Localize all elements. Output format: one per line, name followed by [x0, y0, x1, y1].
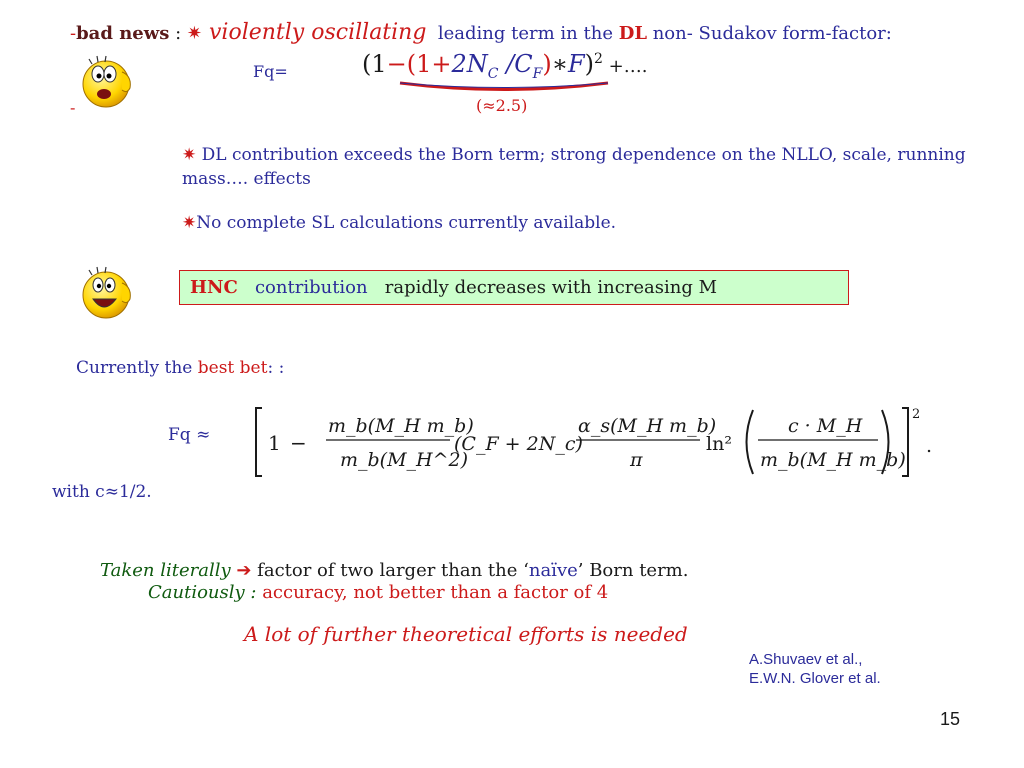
fq-label: Fq= [253, 62, 288, 81]
formula-fq [362, 50, 647, 82]
f1-F-sub: F [532, 65, 543, 82]
violently-text: violently oscillating [202, 20, 427, 45]
page-number: 15 [940, 709, 961, 729]
headline-rest: non- Sudakov form-factor: [652, 23, 892, 44]
with-c-note: with c≈1/2. [52, 482, 152, 502]
f2-num1: m_b(M_H m_b) [328, 415, 474, 437]
currently-suffix: : : [267, 358, 285, 378]
bullet-no-sl [182, 213, 616, 233]
reference-item: E.W.N. Glover et al. [749, 670, 881, 687]
naive-word: naïve [528, 560, 578, 581]
leading-text: leading term in the [437, 23, 613, 44]
f2-dot: . [926, 435, 933, 457]
star-bullet-icon: ✷ [186, 23, 202, 44]
references [749, 650, 881, 688]
best-bet: best bet [197, 358, 268, 378]
f1-exp: 2 [594, 51, 603, 67]
taken-text1: factor of two larger than the ‘ [251, 560, 529, 581]
f1-minus: − [386, 50, 407, 78]
fq-approx-label: Fq ≈ [168, 425, 211, 445]
arrow-right-icon: ➔ [236, 560, 252, 581]
headline-colon: : [169, 23, 182, 44]
bad-news-label: bad news [76, 23, 170, 44]
f2-ln: ln² [706, 433, 732, 455]
bullet-text: DL contribution exceeds the Born term; strong dependence on the NLLO, scale, running mass…. effects [182, 145, 966, 189]
approx-value: (≈2.5) [476, 96, 528, 115]
f1-slash: / [498, 50, 515, 78]
hnc-contribution: contribution [254, 277, 368, 298]
headline [70, 20, 892, 45]
f2-num3: c · M_H [788, 415, 863, 437]
f1-two: 2 [451, 50, 467, 78]
f2-den3: m_b(M_H m_b) [760, 449, 906, 471]
star-bullet-icon: ✷ [182, 213, 197, 233]
f1-times: ∗ [551, 50, 568, 78]
conclusion-line: A lot of further theoretical efforts is needed [244, 622, 688, 646]
f1-N: N [466, 50, 488, 78]
currently-line [76, 358, 284, 378]
cautiously-text: accuracy, not better than a factor of 4 [256, 582, 609, 603]
f1-open: (1 [362, 50, 387, 78]
f1-tail: +…. [602, 56, 648, 77]
f1-inner-close: ) [542, 50, 552, 78]
bullet-text: No complete SL calculations currently available. [196, 213, 617, 233]
laughing-smiley-icon [78, 263, 138, 327]
red-underbrace [398, 80, 610, 94]
cautiously-lead: Cautiously : [148, 582, 257, 603]
f2-den1: m_b(M_H^2) [340, 449, 469, 471]
talking-smiley-icon [78, 52, 138, 116]
f2-num2: α_s(M_H m_b) [578, 415, 717, 437]
f1-C-sub: C [487, 65, 499, 82]
bullet-dl-contribution [182, 143, 1002, 191]
cautiously-line [148, 582, 608, 603]
star-bullet-icon: ✷ [182, 145, 197, 165]
dash-marker: - [70, 98, 76, 117]
f1-inner-open: (1+ [406, 50, 452, 78]
reference-item: A.Shuvaev et al., [749, 651, 863, 668]
hnc-label: HNC [190, 277, 238, 298]
taken-text2: ’ Born term. [577, 560, 689, 581]
currently-prefix: Currently the [76, 358, 198, 378]
headline-dash: - [70, 23, 77, 44]
f2-exp: 2 [912, 407, 921, 422]
f2-den2: π [630, 449, 643, 471]
formula-best-bet [248, 404, 938, 480]
dl-label: DL [618, 23, 647, 44]
f2-minus: − [290, 431, 307, 455]
hnc-rest: rapidly decreases with increasing M [384, 277, 718, 298]
taken-lead: Taken literally [100, 560, 237, 581]
f1-close: ) [584, 50, 595, 78]
f2-cf: (C_F + 2N_c) [454, 433, 583, 455]
taken-literally-line [100, 560, 688, 581]
hnc-highlight-box [179, 270, 849, 305]
f2-one: 1 [268, 431, 281, 455]
f1-C: C [514, 50, 533, 78]
f1-F: F [568, 50, 585, 78]
